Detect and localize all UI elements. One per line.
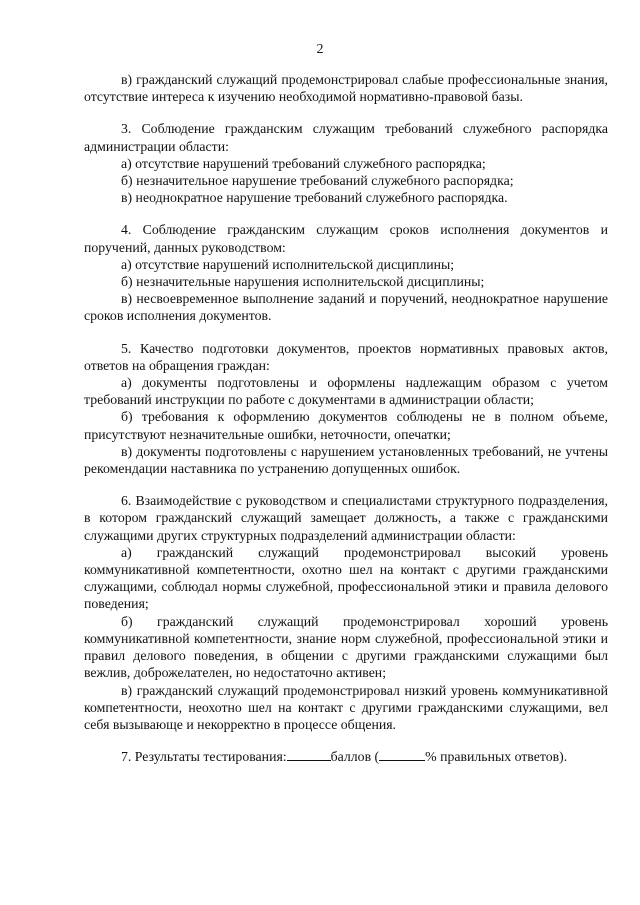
section-5-item-c: в) документы подготовлены с нарушением установленных требований, не учтены рекомендации наставника по устранению допущенных ошибок. (84, 443, 608, 477)
section-3-item-b: б) незначительное нарушение требований служебного распорядка; (121, 173, 514, 189)
section-4-item-c: в) несвоевременное выполнение заданий и поручений, неоднократное нарушение сроков исполнения документов. (84, 291, 608, 324)
percent-blank (379, 748, 425, 761)
section-5-item-b: б) требования к оформлению документов соблюдены не в полном объеме, присутствуют незначительные ошибки, неточности, опечатки; (84, 409, 608, 442)
section-5-heading: 5. Качество подготовки документов, проектов нормативных правовых актов, ответов на обращения граждан: (84, 340, 608, 373)
page-content (84, 71, 608, 765)
percent-text: % правильных ответов). (425, 749, 568, 765)
section-3-heading: 3. Соблюдение гражданским служащим требований служебного распорядка администрации области: (84, 121, 608, 154)
section-7-label: 7. Результаты тестирования: (121, 749, 287, 765)
page-number: 2 (316, 42, 324, 57)
section-7-results-line (84, 748, 608, 765)
section-6-heading: 6. Взаимодействие с руководством и специалистами структурного подразделения, в котором гражданский служащий замещает должность, а также с гражданскими служащими других структурных подразделений администрации области: (84, 493, 608, 543)
section-6-item-a: а) гражданский служащий продемонстрировал высокий уровень коммуникативной компетентности, охотно шел на контакт с другими гражданскими служащими, соблюдал нормы служебной, профессиональной этики и правила делового поведения; (84, 544, 608, 612)
carryover-item: в) гражданский служащий продемонстрировал слабые профессиональные знания, отсутствие интереса к изучению необходимой нормативно-правовой базы. (84, 72, 608, 105)
points-text: баллов ( (330, 749, 380, 765)
section-5-item-a: а) документы подготовлены и оформлены надлежащим образом с учетом требований инструкции по работе с документами в администрации области; (84, 375, 608, 408)
section-4-item-a: а) отсутствие нарушений исполнительской дисциплины; (121, 256, 455, 272)
points-blank (287, 748, 331, 761)
section-3-item-c: в) неоднократное нарушение требований служебного распорядка. (121, 190, 508, 206)
section-6-item-b: б) гражданский служащий продемонстрировал хороший уровень коммуникативной компетентности, знание норм служебной, профессиональной этики и правил делового поведения, в общении с другими гражданскими служащими был вежлив, доброжелателен, но недостаточно активен; (84, 613, 608, 681)
section-6-item-c: в) гражданский служащий продемонстрировал низкий уровень коммуникативной компетентности, неохотно шел на контакт с другими гражданскими служащими, вел себя вызывающе и некорректно в процессе общения. (84, 682, 608, 732)
section-4-item-b: б) незначительные нарушения исполнительской дисциплины; (121, 274, 485, 290)
section-4-heading: 4. Соблюдение гражданским служащим сроков исполнения документов и поручений, данных руководством: (84, 222, 608, 255)
section-3-item-a: а) отсутствие нарушений требований служебного распорядка; (121, 155, 486, 171)
